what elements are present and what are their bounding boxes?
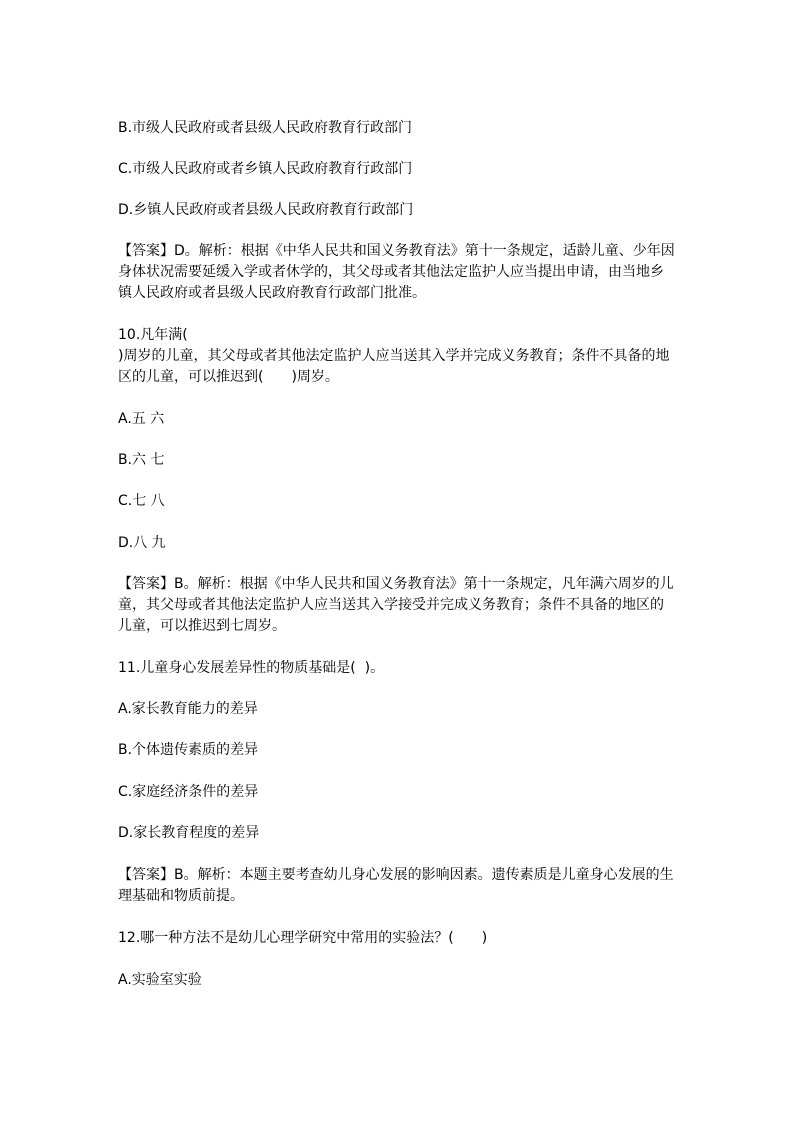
q9-option-b: B.市级人民政府或者县级人民政府教育行政部门 [118, 120, 413, 136]
q10-option-b: B.六 七 [118, 452, 165, 468]
q9-answer-line-1: 【答案】D。解析：根据《中华人民共和国义务教育法》第十一条规定，适龄儿童、少年因 [118, 243, 675, 259]
q9-answer-line-3: 镇人民政府或者县级人民政府教育行政部门批准。 [118, 285, 426, 301]
q10-option-c: C.七 八 [118, 493, 165, 509]
q10-answer-line-3: 儿童，可以推迟到七周岁。 [118, 618, 286, 634]
q9-option-d: D.乡镇人民政府或者县级人民政府教育行政部门 [118, 202, 414, 218]
q10-option-d: D.八 九 [118, 535, 166, 551]
q9-answer-line-2: 身体状况需要延缓入学或者休学的，其父母或者其他法定监护人应当提出申请，由当地乡 [118, 264, 664, 280]
q11-option-a: A.家长教育能力的差异 [118, 701, 258, 717]
q11-answer-line-1: 【答案】B。解析：本题主要考查幼儿身心发展的影响因素。遗传素质是儿童身心发展的生 [118, 867, 674, 883]
q10-answer-line-1: 【答案】B。解析：根据《中华人民共和国义务教育法》第十一条规定，凡年满六周岁的儿 [118, 576, 674, 592]
q10-answer-line-2: 童，其父母或者其他法定监护人应当送其入学接受并完成义务教育；条件不具备的地区的 [118, 597, 664, 613]
q10-question-line-2: )周岁的儿童，其父母或者其他法定监护人应当送其入学并完成义务教育；条件不具备的地 [118, 348, 670, 364]
q10-question-line-3: 区的儿童，可以推迟到( )周岁。 [118, 369, 339, 385]
q12-question: 12.哪一种方法不是幼儿心理学研究中常用的实验法？( ) [118, 930, 488, 946]
q10-option-a: A.五 六 [118, 411, 165, 427]
q11-option-b: B.个体遗传素质的差异 [118, 742, 259, 758]
q11-option-d: D.家长教育程度的差异 [118, 825, 260, 841]
q10-question-line-1: 10.凡年满( [118, 327, 188, 343]
q11-answer-line-2: 理基础和物质前提。 [118, 888, 244, 904]
q9-option-c: C.市级人民政府或者乡镇人民政府教育行政部门 [118, 161, 413, 177]
q12-option-a: A.实验室实验 [118, 972, 202, 988]
q11-option-c: C.家庭经济条件的差异 [118, 784, 259, 800]
q11-question: 11.儿童身心发展差异性的物质基础是( )。 [118, 660, 385, 676]
